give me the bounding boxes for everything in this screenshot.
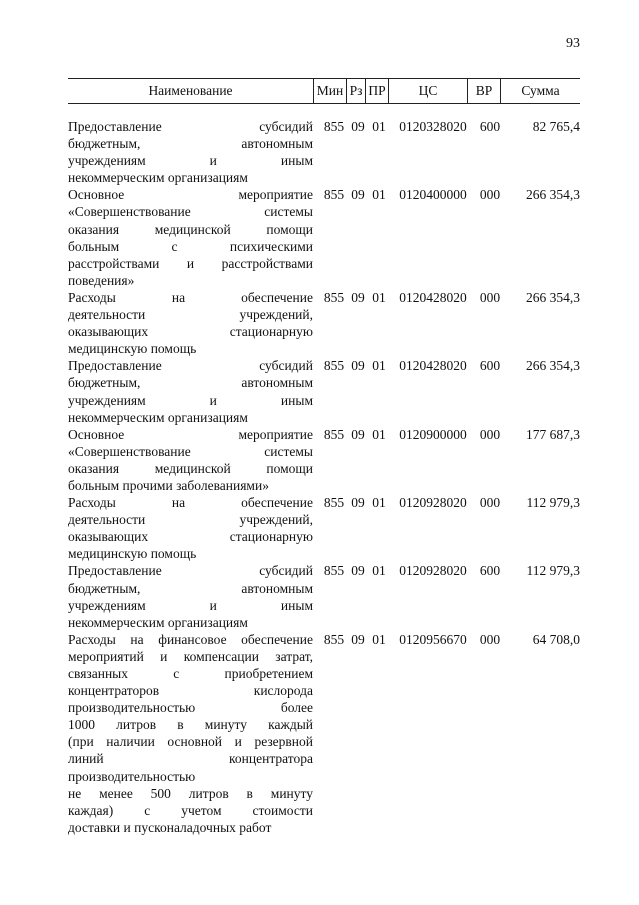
row-name-line: связанных с приобретением (68, 666, 313, 681)
row-name-line: концентраторов кислорода (68, 683, 313, 699)
row-cs: 0120928020 (399, 563, 467, 579)
row-name-line: некоммерческим организациям (68, 170, 248, 186)
row-name-line: бюджетным, автономным (68, 580, 313, 596)
row-min: 855 (323, 426, 345, 442)
row-name (68, 631, 313, 836)
row-min: 855 (323, 563, 345, 579)
table-header-bottom-rule (68, 103, 580, 104)
row-min: 855 (323, 187, 345, 203)
header-name: Наименование (148, 83, 233, 98)
row-pr: 01 (372, 631, 386, 647)
row-rz: 09 (351, 119, 365, 134)
row-name-line: расстройствами и расстройствами (68, 255, 313, 271)
row-name-line: доставки и пусконаладочных работ (68, 819, 272, 835)
row-pr: 01 (372, 495, 386, 511)
row-name-line: мероприятий и компенсации затрат, (68, 648, 313, 664)
row-name-line: медицинскую помощь (68, 341, 197, 357)
row-pr: 01 (372, 289, 386, 305)
table-row (68, 562, 580, 630)
row-vr: 600 (479, 358, 501, 374)
row-name-line: учреждениям и иным (68, 392, 313, 408)
row-name-line: Предоставление субсидий (68, 563, 313, 579)
row-name-line: Предоставление субсидий (68, 358, 313, 374)
row-rz: 09 (351, 358, 365, 374)
header-cs: ЦС (418, 83, 438, 98)
row-name-line: деятельности учреждений, (68, 512, 313, 528)
header-pr: ПР (368, 83, 386, 98)
table-header (68, 79, 580, 103)
row-name-line: медицинскую помощь (68, 546, 197, 562)
row-pr: 01 (372, 187, 386, 203)
row-name-line: некоммерческим организациям (68, 614, 248, 630)
row-name-line: Расходы на финансовое обеспечение (68, 631, 313, 647)
header-vr: ВР (475, 83, 493, 98)
row-name-line: оказания медицинской помощи (68, 221, 313, 237)
row-vr: 000 (479, 426, 501, 442)
row-name-line: линий концентратора (68, 751, 313, 767)
row-name-line: некоммерческим организациям (68, 409, 248, 425)
row-rz: 09 (351, 563, 365, 579)
row-name-line: «Совершенствование системы (68, 443, 313, 459)
row-name (68, 289, 313, 357)
row-name-line: (при наличии основной и резервной (68, 734, 313, 750)
row-min: 855 (323, 358, 345, 374)
row-name-line: производительностью более (68, 700, 313, 716)
header-sum: Сумма (521, 83, 560, 98)
row-min: 855 (323, 119, 345, 134)
header-rz: Рз (349, 83, 363, 98)
row-pr: 01 (372, 563, 386, 579)
table-row (68, 631, 580, 836)
row-vr: 600 (479, 119, 501, 134)
row-sum: 266 354,3 (526, 358, 580, 374)
row-cs: 0120928020 (399, 495, 467, 511)
row-min: 855 (323, 631, 345, 647)
row-cs: 0120900000 (399, 426, 467, 442)
row-name-line: бюджетным, автономным (68, 136, 313, 152)
row-vr: 000 (479, 631, 501, 647)
row-name-line: оказывающих стационарную (68, 529, 313, 545)
row-name-line: деятельности учреждений, (68, 307, 313, 323)
row-name-line: производительностью (68, 768, 196, 784)
header-min: Мин (316, 83, 344, 98)
row-vr: 000 (479, 495, 501, 511)
row-sum: 266 354,3 (526, 187, 580, 203)
row-sum: 64 708,0 (532, 631, 580, 647)
table-row (68, 494, 580, 562)
row-name-line: 1000 литров в минуту каждый (68, 717, 313, 733)
row-name (68, 562, 313, 630)
table-row (68, 426, 580, 494)
row-name (68, 357, 313, 425)
row-name-line: «Совершенствование системы (68, 204, 313, 220)
row-name-line: Предоставление субсидий (68, 119, 313, 134)
table-body (68, 118, 580, 836)
row-cs: 0120400000 (399, 187, 467, 203)
row-name-line: оказывающих стационарную (68, 324, 313, 340)
row-name-line: Расходы на обеспечение (68, 289, 313, 305)
row-name (68, 118, 313, 186)
row-name-line: больным прочими заболеваниями» (68, 477, 269, 493)
row-name-line: учреждениям и иным (68, 597, 313, 613)
row-sum: 266 354,3 (526, 289, 580, 305)
table-row (68, 186, 580, 289)
table-row (68, 357, 580, 425)
row-name-line: оказания медицинской помощи (68, 460, 313, 476)
row-rz: 09 (351, 631, 365, 647)
row-name-line: поведения» (68, 272, 135, 288)
row-cs: 0120956670 (399, 631, 467, 647)
row-name-line: больным с психическими (68, 238, 313, 254)
row-min: 855 (323, 495, 345, 511)
row-sum: 112 979,3 (526, 563, 580, 579)
row-name-line: Основное мероприятие (68, 426, 313, 442)
row-rz: 09 (351, 426, 365, 442)
row-cs: 0120328020 (399, 119, 467, 134)
row-name (68, 494, 313, 562)
row-name (68, 426, 313, 494)
row-vr: 600 (479, 563, 501, 579)
row-cs: 0120428020 (399, 358, 467, 374)
row-rz: 09 (351, 289, 365, 305)
row-vr: 000 (479, 187, 501, 203)
table-row (68, 289, 580, 357)
table-row (68, 118, 580, 186)
row-rz: 09 (351, 187, 365, 203)
row-name (68, 186, 313, 289)
row-min: 855 (323, 289, 345, 305)
row-pr: 01 (372, 426, 386, 442)
row-name-line: Расходы на обеспечение (68, 495, 313, 511)
page-number: 93 (566, 36, 580, 51)
row-sum: 112 979,3 (526, 495, 580, 511)
row-name-line: учреждениям и иным (68, 153, 313, 169)
row-sum: 82 765,4 (532, 119, 580, 134)
row-pr: 01 (372, 119, 386, 134)
row-pr: 01 (372, 358, 386, 374)
row-name-line: бюджетным, автономным (68, 375, 313, 391)
row-name-line: не менее 500 литров в минуту (68, 785, 313, 801)
row-name-line: Основное мероприятие (68, 187, 313, 203)
row-cs: 0120428020 (399, 289, 467, 305)
row-rz: 09 (351, 495, 365, 511)
row-vr: 000 (479, 289, 501, 305)
row-sum: 177 687,3 (526, 426, 580, 442)
row-name-line: каждая) с учетом стоимости (68, 802, 313, 818)
